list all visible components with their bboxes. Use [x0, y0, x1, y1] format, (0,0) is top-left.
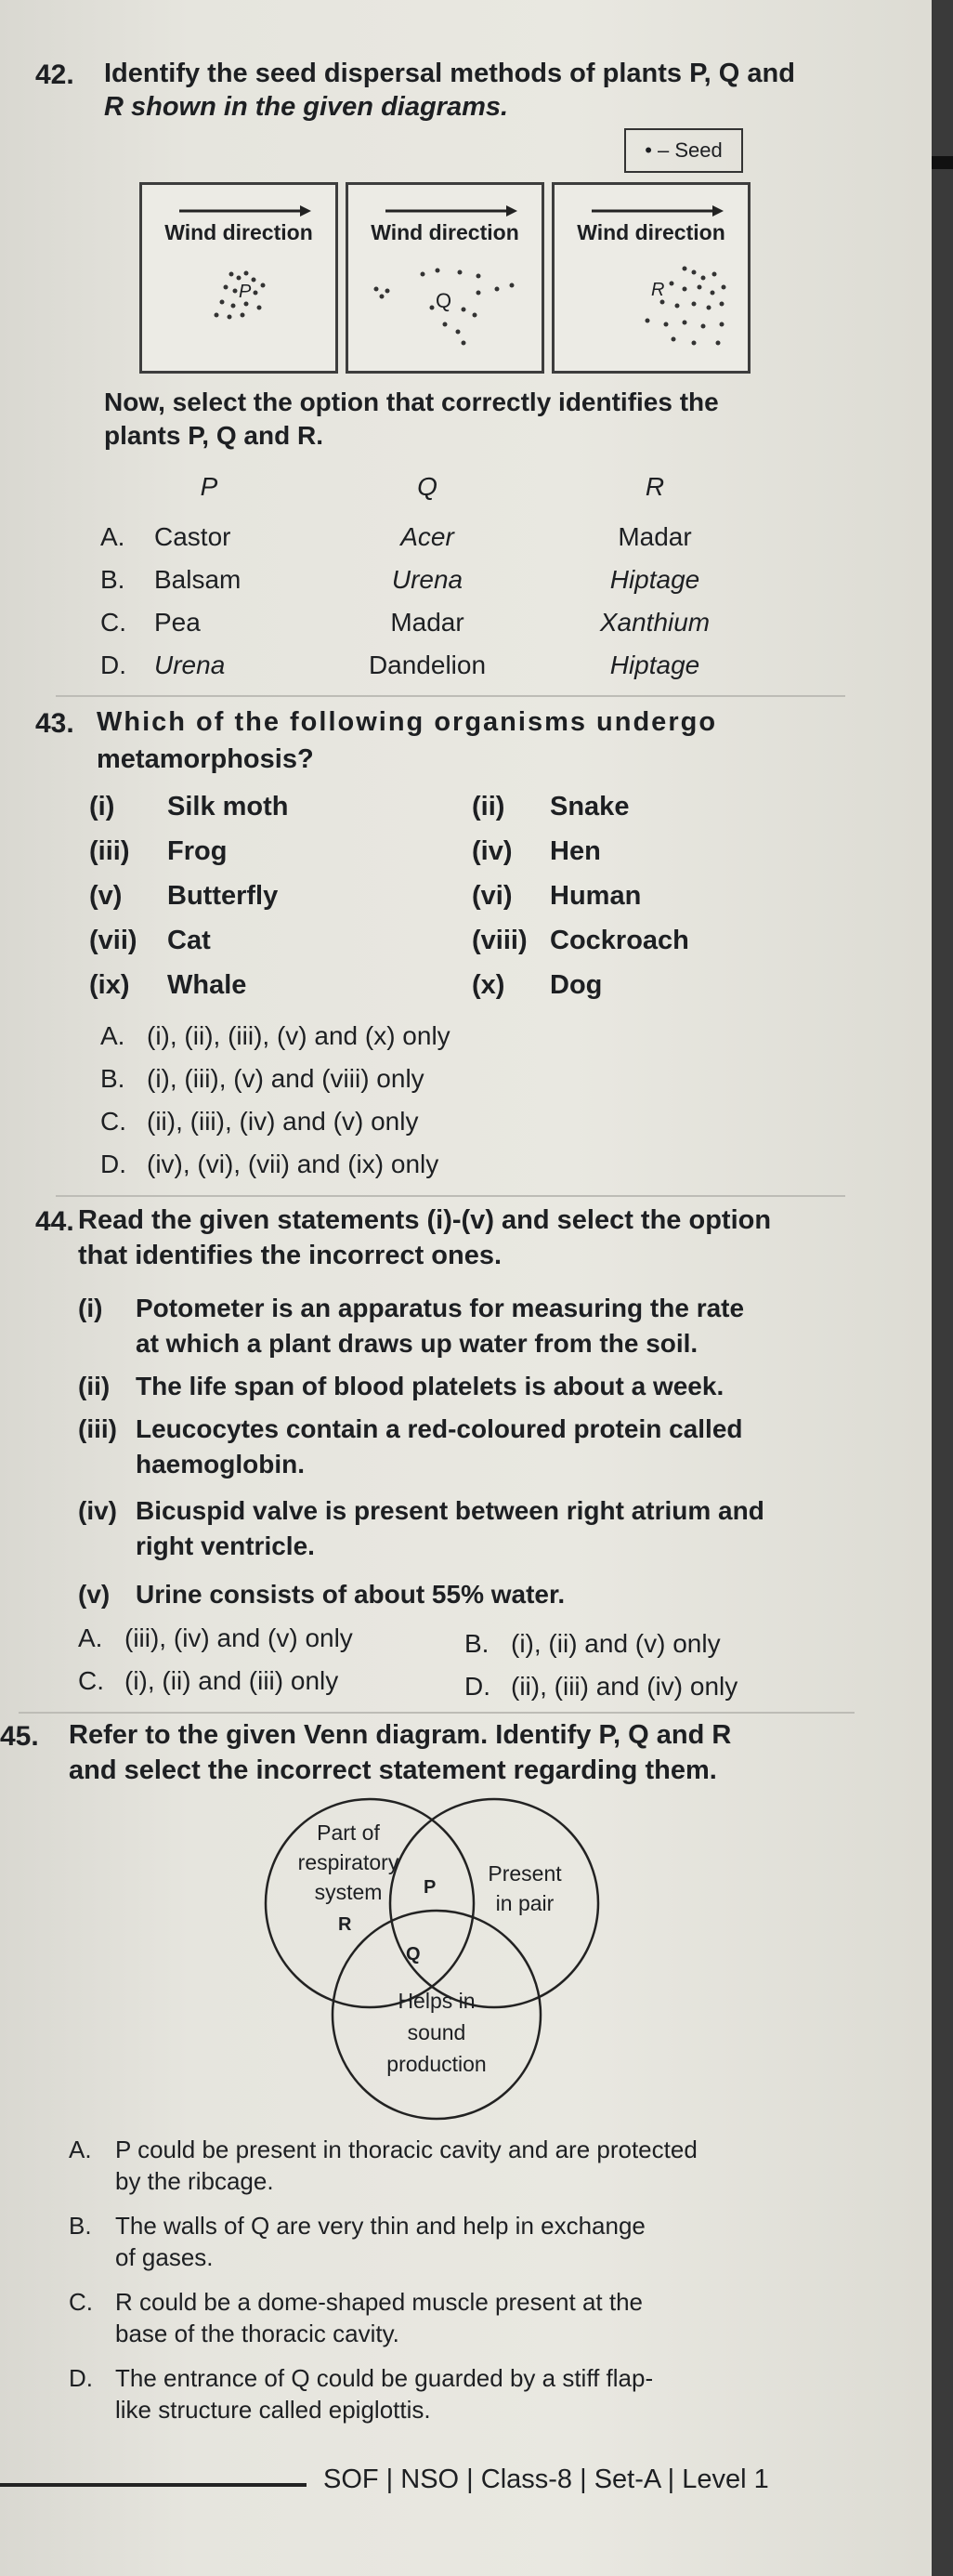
option-text: (i), (iii), (v) and (viii) only [147, 1064, 424, 1093]
organism-name: Butterfly [167, 881, 279, 911]
statement-id: (iv) [78, 1496, 117, 1525]
option-text: (ii), (iii), (iv) and (v) only [147, 1107, 419, 1136]
venn-text: production [386, 2052, 487, 2076]
wind-direction-label: Wind direction [164, 220, 313, 244]
option-letter: C. [78, 1666, 104, 1695]
q45-option-a[interactable] [69, 2134, 698, 2165]
venn-diagram [260, 1794, 604, 2128]
organism-id: (ii) [472, 792, 505, 821]
statement-line: Urine consists of about 55% water. [136, 1580, 566, 1609]
option-letter: B. [100, 565, 125, 594]
divider [56, 1195, 845, 1197]
q42-instruction-line2: plants P, Q and R. [104, 421, 323, 450]
statement-line: haemoglobin. [136, 1450, 305, 1479]
organism-name: Whale [167, 970, 247, 1000]
option-text: (iii), (iv) and (v) only [124, 1623, 353, 1652]
option-letter: B. [69, 2212, 92, 2240]
seed-legend: • – Seed [624, 128, 743, 173]
option-r: Hiptage [609, 565, 700, 594]
q44-text-line1: Read the given statements (i)-(v) and select the option [78, 1205, 772, 1235]
venn-circle1-label [279, 1818, 418, 1907]
q43-text-line2: metamorphosis? [97, 744, 314, 774]
organism-id: (vi) [472, 881, 513, 911]
option-letter: C. [100, 608, 126, 637]
q45-text-line1: Refer to the given Venn diagram. Identify P, Q and R [69, 1720, 732, 1750]
option-letter: C. [69, 2288, 93, 2316]
venn-label-p: P [424, 1877, 437, 1898]
page-footer [0, 2464, 929, 2502]
q44-statement-i [78, 1292, 102, 1325]
wind-box-r [552, 182, 751, 374]
q44-statement-iii [78, 1413, 117, 1446]
q45-text-line2: and select the incorrect statement regarding them. [69, 1755, 717, 1785]
option-letter: A. [69, 2136, 92, 2163]
q43-option-d[interactable] [100, 1149, 438, 1180]
option-text-cont: of gases. [115, 2243, 214, 2271]
organism-name: Human [550, 881, 642, 911]
organism-name: Snake [550, 792, 630, 821]
plant-label-q: Q [436, 289, 452, 312]
wind-box-p [139, 182, 338, 374]
q45-number: 45. [0, 1721, 39, 1752]
q42-instruction-line1: Now, select the option that correctly identifies the [104, 388, 719, 416]
q43-option-b[interactable] [100, 1063, 424, 1095]
statement-line: Leucocytes contain a red-coloured protein called [136, 1414, 743, 1443]
organism-id: (v) [89, 881, 123, 911]
option-letter: B. [464, 1629, 490, 1658]
q44-option-c[interactable] [78, 1665, 338, 1697]
option-q: Acer [400, 522, 454, 551]
q44-number: 44. [35, 1206, 74, 1237]
option-text: (iv), (vi), (vii) and (ix) only [147, 1150, 439, 1178]
option-letter: C. [100, 1107, 126, 1136]
venn-text: sound [407, 2020, 466, 2044]
seed-dots-r [646, 267, 726, 346]
q45-option-b[interactable] [69, 2210, 646, 2241]
q45-option-d[interactable] [69, 2362, 653, 2394]
organism-id: (iv) [472, 836, 513, 866]
wind-arrow-icon [142, 185, 335, 371]
wind-box-q [346, 182, 544, 374]
wind-direction-label: Wind direction [371, 220, 519, 244]
option-text: (i), (ii) and (v) only [511, 1629, 721, 1658]
statement-line: Potometer is an apparatus for measuring the rate [136, 1294, 745, 1322]
header-r: R [645, 472, 665, 501]
venn-label-q: Q [406, 1944, 421, 1965]
statement-id: (i) [78, 1294, 103, 1322]
option-letter: D. [100, 651, 126, 679]
q43-number: 43. [35, 708, 74, 739]
venn-label-r: R [338, 1914, 352, 1935]
organism-name: Dog [550, 970, 603, 1000]
venn-text: system [314, 1880, 383, 1904]
q45-option-c[interactable] [69, 2286, 643, 2318]
organism-id: (iii) [89, 836, 130, 866]
statement-id: (ii) [78, 1372, 111, 1400]
option-text: The walls of Q are very thin and help in exchange [115, 2212, 646, 2240]
q44-statement-ii [78, 1370, 110, 1403]
option-text-cont: like structure called epiglottis. [115, 2396, 431, 2424]
option-q: Madar [390, 608, 464, 637]
option-text-cont: base of the thoracic cavity. [115, 2320, 399, 2347]
q44-option-b[interactable] [464, 1628, 721, 1660]
venn-text: respiratory [297, 1850, 399, 1874]
option-letter: A. [100, 1021, 125, 1050]
option-r: Madar [618, 522, 692, 551]
plant-label-r: R [651, 280, 665, 300]
option-q: Dandelion [368, 651, 487, 679]
venn-text: Part of [317, 1820, 380, 1845]
statement-line: Bicuspid valve is present between right atrium and [136, 1496, 764, 1525]
option-r: Xanthium [599, 608, 711, 637]
edge-mark [932, 156, 953, 169]
header-q: Q [417, 472, 437, 501]
statement-line: at which a plant draws up water from the soil. [136, 1329, 698, 1358]
q44-text-line2: that identifies the incorrect ones. [78, 1241, 503, 1270]
q44-statement-v [78, 1578, 110, 1611]
option-q: Urena [391, 565, 463, 594]
option-text: R could be a dome-shaped muscle present at the [115, 2288, 644, 2316]
divider [19, 1712, 855, 1714]
option-text: (ii), (iii) and (iv) only [511, 1672, 738, 1701]
option-letter: A. [78, 1623, 103, 1652]
wind-arrow-icon [348, 185, 542, 371]
option-letter: A. [100, 522, 125, 551]
statement-id: (iii) [78, 1414, 117, 1443]
option-text-cont: by the ribcage. [115, 2167, 274, 2195]
option-letter: D. [100, 1150, 126, 1178]
wind-diagrams [139, 182, 752, 374]
option-p: Pea [154, 608, 201, 637]
organism-id: (vii) [89, 926, 137, 955]
footer-text: SOF | NSO | Class-8 | Set-A | Level 1 [323, 2464, 769, 2494]
page-edge [932, 0, 953, 2576]
option-r: Hiptage [609, 651, 700, 679]
option-letter: D. [69, 2364, 93, 2392]
organism-name: Cat [167, 926, 211, 955]
q43-option-c[interactable] [100, 1106, 418, 1137]
option-letter: D. [464, 1672, 490, 1701]
plant-label-p: P [239, 282, 252, 302]
q44-statement-iv [78, 1494, 117, 1528]
option-text: (i), (ii) and (iii) only [124, 1666, 339, 1695]
q42-text-line2: R shown in the given diagrams. [104, 92, 509, 122]
q43-option-a[interactable] [100, 1020, 450, 1052]
option-p: Castor [154, 522, 231, 551]
q44-option-d[interactable] [464, 1671, 738, 1702]
organism-name: Frog [167, 836, 228, 866]
option-text: (i), (ii), (iii), (v) and (x) only [147, 1021, 450, 1050]
organism-id: (x) [472, 970, 505, 1000]
option-p: Urena [154, 651, 226, 679]
venn-circle3-label [381, 1985, 492, 2080]
q42-number: 42. [35, 59, 74, 90]
wind-direction-label: Wind direction [577, 220, 725, 244]
organism-id: (i) [89, 792, 115, 821]
statement-id: (v) [78, 1580, 111, 1609]
statement-line: right ventricle. [136, 1531, 315, 1560]
q44-option-a[interactable] [78, 1623, 353, 1654]
q43-text-line1: Which of the following organisms undergo [97, 707, 718, 737]
venn-text: in pair [495, 1891, 555, 1915]
option-text: P could be present in thoracic cavity and are protected [115, 2136, 698, 2163]
venn-text: Helps in [398, 1989, 476, 2013]
divider [56, 695, 845, 697]
organism-name: Silk moth [167, 792, 289, 821]
header-p: P [200, 472, 218, 501]
organism-id: (viii) [472, 926, 528, 955]
venn-circle2-label [469, 1859, 581, 1918]
organism-name: Hen [550, 836, 601, 866]
footer-rule [0, 2483, 307, 2487]
organism-id: (ix) [89, 970, 130, 1000]
statement-line: The life span of blood platelets is about a week. [136, 1372, 725, 1400]
venn-text: Present [488, 1861, 562, 1886]
option-p: Balsam [154, 565, 242, 594]
wind-arrow-icon [555, 185, 748, 371]
organism-name: Cockroach [550, 926, 689, 955]
option-text: The entrance of Q could be guarded by a stiff flap- [115, 2364, 654, 2392]
option-letter: B. [100, 1064, 125, 1093]
q42-text-line1: Identify the seed dispersal methods of plants P, Q and [104, 59, 795, 88]
